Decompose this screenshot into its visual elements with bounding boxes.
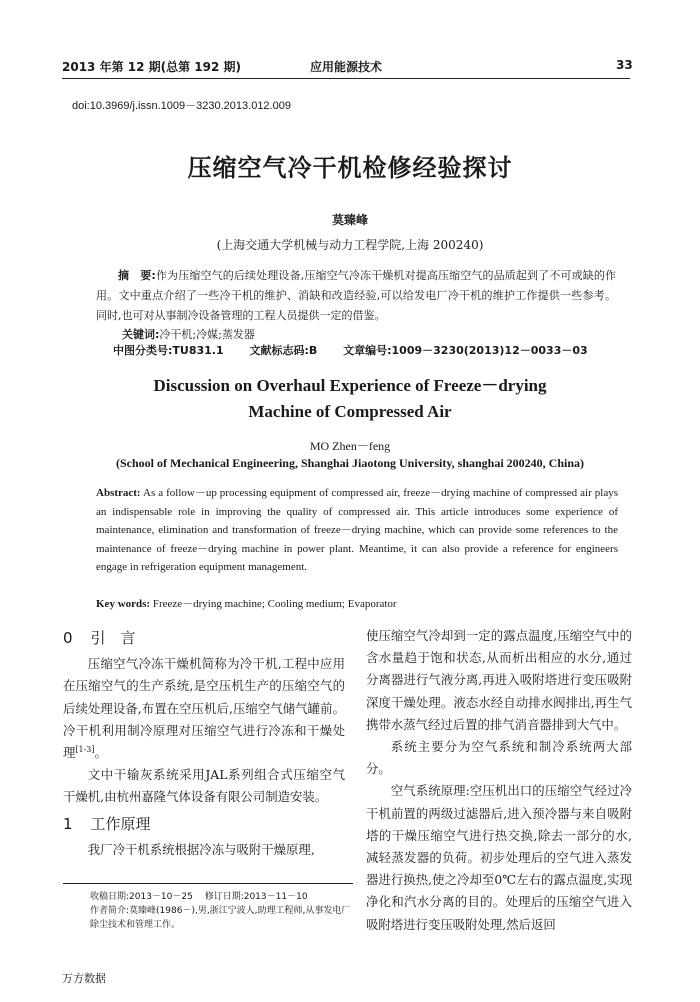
clc-number: 中图分类号:TU831.1 [113,344,224,357]
abstract-chinese-label: 摘 要: [118,269,156,282]
footer-source: 万方数据 [62,972,106,985]
keywords-chinese-text: 冷干机;冷媒;蒸发器 [159,328,255,341]
section-0-number: 0 [63,629,73,647]
header-issue: 2013 年第 12 期(总第 192 期) [62,60,242,74]
keywords-chinese-label: 关键词: [122,328,160,341]
doi: doi:10.3969/j.issn.1009－3230.2013.012.009 [72,100,291,112]
keywords-english-label: Key words: [96,598,151,610]
affiliation-chinese: (上海交通大学机械与动力工程学院,上海 200240) [216,238,484,252]
abstract-chinese-text: 作为压缩空气的后续处理设备,压缩空气冷冻干燥机对提高压缩空气的品质起到了不可或缺的作用。文中重点介绍了一些冷干机的维护、消缺和改造经验,可以给发电厂冷干机的维护工作提供一些参考。同时,也可对从事制冷设备管理的工程人员提供一定的借鉴。 [96,269,616,322]
abstract-english-label: Abstract: [96,487,141,499]
title-english-line2: Machine of Compressed Air [248,402,452,421]
footnote-rule [63,883,353,884]
keywords-english [96,595,618,611]
paragraph: 我厂冷干机系统根据冷冻与吸附干燥原理, [87,841,315,857]
footnote-dates: 收稿日期:2013－10－25 修订日期:2013－11－10 [90,892,308,902]
paragraph-text: 压缩空气冷冻干燥机简称为冷干机,工程中应用在压缩空气的生产系统,是空压机生产的压缩空气的后续处理设备,布置在空压机后,压缩空气储气罐前。冷干机利用制冷原理对压缩空气进行冷冻和干燥处理 [63,656,345,761]
header-journal: 应用能源技术 [310,60,383,74]
citation-ref: [1-3] [75,744,95,754]
section-1-number: 1 [63,814,73,833]
section-0-heading [63,627,345,649]
author-english: MO Zhen－feng [309,439,391,453]
paragraph: 系统主要分为空气系统和制冷系统两大部分。 [366,739,632,777]
paragraph [63,653,345,764]
header-page-number: 33 [616,58,633,72]
paragraph: 使压缩空气冷却到一定的露点温度,压缩空气中的含水量趋于饱和状态,从而析出相应的水分,通过分离器进行气液分离,再进入吸附塔进行变压吸附深度干燥处理。液态水经自动排水阀排出,再生气携带水蒸气经过后置的排气消音器排到大气中。 [366,628,632,732]
author-chinese: 莫臻峰 [331,213,368,227]
footnote [90,890,352,932]
footnote-author-bio: 作者简介:莫臻峰(1986－),男,浙江宁波人,助理工程师,从事发电厂除尘技术和管理工作。 [90,906,351,930]
article-number: 文章编号:1009－3230(2013)12－0033－03 [343,344,588,357]
title-chinese: 压缩空气冷干机检修经验探讨 [187,154,513,182]
abstract-english [96,484,618,577]
classification-line [113,342,610,358]
paragraph: 空气系统原理:空压机出口的压缩空气经过冷干机前置的两级过滤器后,进入预冷器与来自吸附塔的干燥压缩空气进行热交换,除去一部分的水,减轻蒸发器的负荷。初步处理后的空气进入蒸发器进行换热,使之冷却至0℃左右的露点温度,实现净化和汽水分离的目的。处理后的压缩空气进入吸附塔进行变压吸附处理,然后返回 [366,783,632,932]
paragraph: 文中干输灰系统采用JAL系列组合式压缩空气干燥机,由杭州嘉隆气体设备有限公司制造安装。 [63,767,345,805]
title-english [0,373,700,425]
keywords-english-text: Freeze－drying machine; Cooling medium; Evaporator [152,598,397,610]
section-0-title: 引 言 [90,629,136,647]
abstract-english-text: As a follow－up processing equipment of compressed air, freeze－drying machine of compressed air plays an indispensable role in improving the quality of compressed air. This article introduces some experience of maintenance, elimination and transformation of freeze－drying machine, which can provide some references to the maintenance of freeze－drying machine in power plant. Meantime, it can also provide a reference for engineers engage in refrigeration equipment management. [96,487,618,574]
body-left-column [63,625,345,861]
header-rule [62,78,630,79]
title-english-line1: Discussion on Overhaul Experience of Freeze－drying [153,376,547,395]
section-1-heading [63,813,345,835]
document-code: 文献标志码:B [249,344,318,357]
abstract-chinese [96,266,616,344]
body-right-column [366,625,632,936]
paragraph-text-end: 。 [94,745,107,761]
section-1-title: 工作原理 [90,814,151,833]
affiliation-english: (School of Mechanical Engineering, Shanghai Jiaotong University, shanghai 200240, China) [115,456,585,470]
